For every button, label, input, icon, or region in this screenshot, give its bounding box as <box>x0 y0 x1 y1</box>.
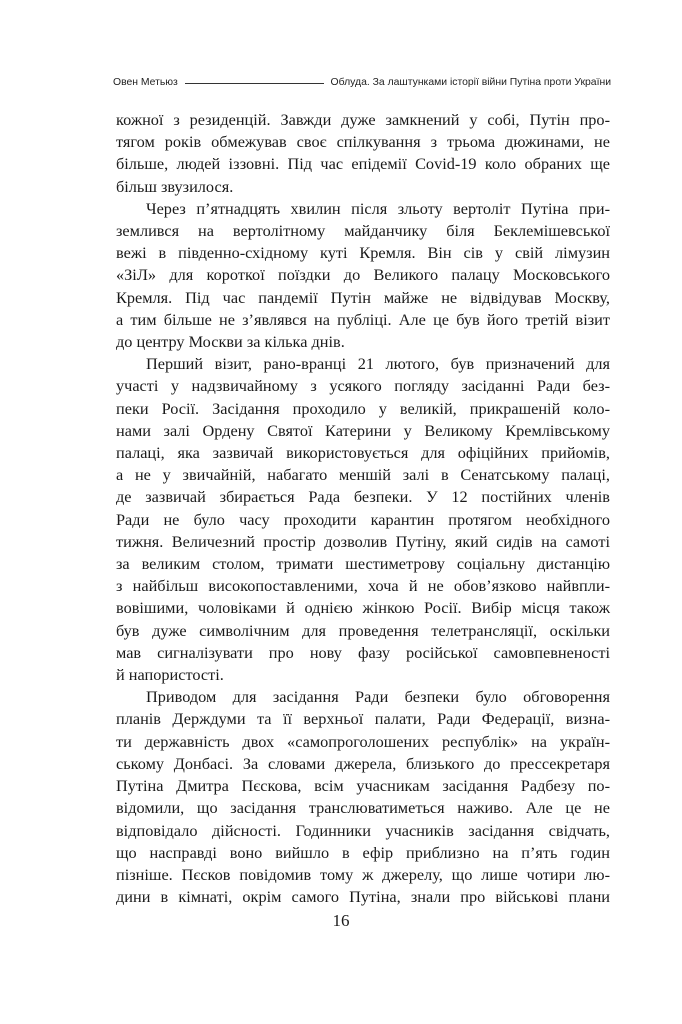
text-line: вовішими, чоловіками й однією жінкою Росії. Вибір місця також <box>116 598 610 618</box>
text-line: Кремля. Під час пандемії Путін майже не відвідував Москву, <box>116 287 610 307</box>
text-line: вежі в південно-східному куті Кремля. Він сів у свій лімузин <box>116 243 610 263</box>
text-line: з найбільш високопоставленими, хоча й не обов’язково найвпли- <box>116 576 610 596</box>
text-line: нами залі Ордену Святої Катерини у Великому Кремлівському <box>116 420 610 440</box>
paragraph-4 <box>116 686 610 908</box>
text-line: Перший візит, рано-вранці 21 лютого, був призначений для <box>146 354 610 374</box>
text-line: й напористості. <box>116 665 224 685</box>
running-head-author: Овен Метьюз <box>113 76 178 88</box>
text-line: палаці, яка зазвичай використовується для офіційних прийомів, <box>116 443 610 463</box>
text-line: планів Держдуми та її верхньої палати, Ради Федерації, визна- <box>116 709 610 729</box>
text-line: пеки Росії. Засідання проходило у великій, прикрашеній коло- <box>116 398 610 418</box>
text-line: більш звузилося. <box>116 176 234 196</box>
text-line: пізніше. Пєсков повідомив тому ж джерелу, що лише чотири лю- <box>116 864 610 884</box>
text-line: за великим столом, тримати шестиметрову соціальну дистанцію <box>116 554 610 574</box>
running-head-rule <box>185 83 324 84</box>
text-line: тижня. Величезний простір дозволив Путіну, який сидів на самоті <box>116 531 610 551</box>
text-line: Через п’ятнадцять хвилин після зльоту вертоліт Путіна при- <box>146 198 610 218</box>
text-line: відомили, що засідання транслюватиметься наживо. Але це не <box>116 798 610 818</box>
text-line: Путіна Дмитра Пєскова, всім учасникам засідання Радбезу по- <box>116 776 610 796</box>
text-line: був дуже символічним для проведення телетрансляції, оскільки <box>116 620 610 640</box>
running-head <box>113 74 611 90</box>
text-line: дини в кімнаті, окрім самого Путіна, знали про військові плани <box>116 887 610 907</box>
text-line: що насправді воно вийшло в ефір приблизно на п’ять годин <box>116 842 610 862</box>
text-line: Приводом для засідання Ради безпеки було обговорення <box>146 687 610 707</box>
text-line: а тим більше не з’являвся на публіці. Але це був його третій візит <box>116 309 610 329</box>
text-line: де зазвичай збирається Рада безпеки. У 12 постійних членів <box>116 487 610 507</box>
text-line: ти державність двох «самопроголошених республік» на україн- <box>116 731 610 751</box>
text-line: відповідало дійсності. Годинники учасників засідання свідчать, <box>116 820 610 840</box>
text-line: участі у надзвичайному з усякого погляду засіданні Ради без- <box>116 376 610 396</box>
page-number: 16 <box>332 911 350 930</box>
text-line: Ради не було часу проходити карантин протягом необхідного <box>116 509 610 529</box>
paragraph-2 <box>116 198 610 353</box>
running-head-book-title: Облуда. За лаштунками історії війни Путіна проти України <box>330 76 611 88</box>
text-line: тягом років обмежував своє спілкування з трьома дюжинами, не <box>116 132 610 152</box>
text-line: ському Донбасі. За словами джерела, близького до прессекретаря <box>116 753 610 773</box>
body-text <box>116 109 610 908</box>
text-line: мав сигналізувати про нову фазу російської самовпевненості <box>116 642 610 662</box>
paragraph-1 <box>116 109 610 198</box>
text-line: землився на вертолітному майданчику біля Беклемішевської <box>116 221 610 241</box>
text-line: кожної з резиденцій. Завжди дуже замкнений у собі, Путін про- <box>116 110 610 129</box>
text-line: «ЗіЛ» для короткої поїздки до Великого палацу Московського <box>116 265 610 285</box>
text-line: до центру Москви за кілька днів. <box>116 332 345 352</box>
text-line: а не у звичайній, набагато меншій залі в Сенатському палаці, <box>116 465 610 485</box>
text-line: більше, людей іззовні. Під час епідемії Covid-19 коло обраних ще <box>116 154 610 174</box>
paragraph-3 <box>116 353 610 686</box>
